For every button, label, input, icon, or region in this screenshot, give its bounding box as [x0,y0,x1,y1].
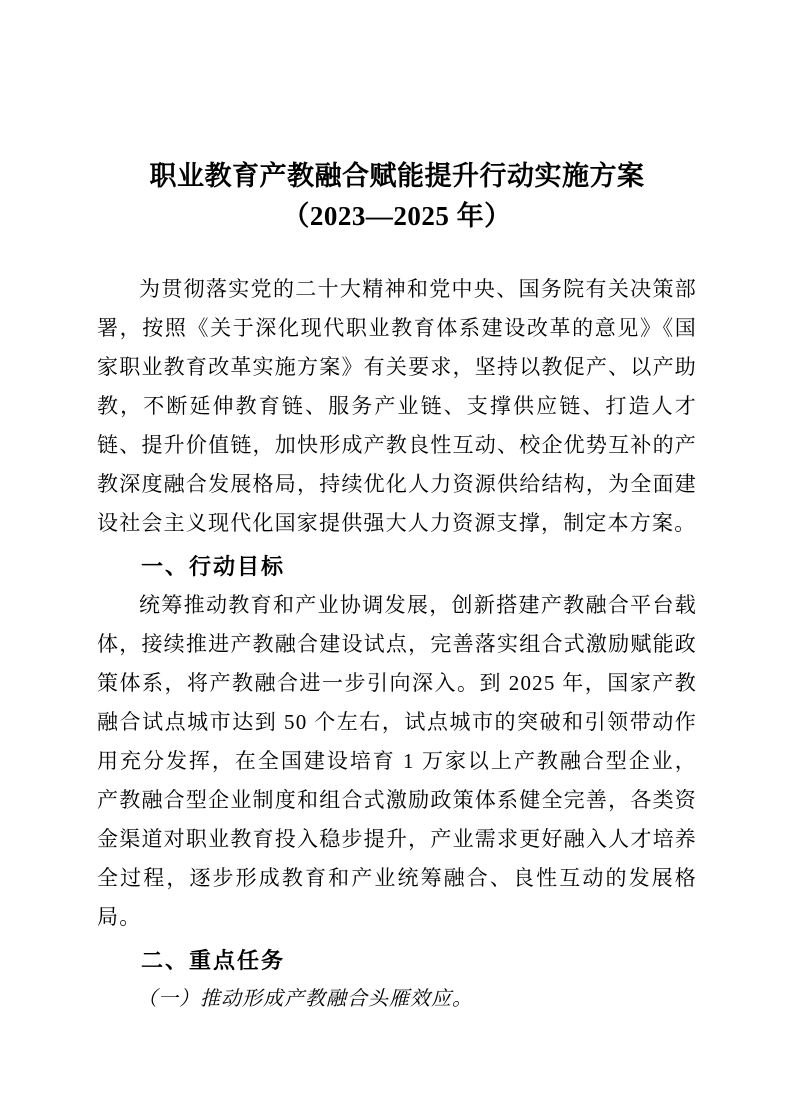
document-title-line-1: 职业教育产教融合赋能提升行动实施方案 [149,161,645,191]
document-title [97,0,697,236]
document-title-line-2: （2023—2025 年） [282,201,512,231]
section-heading-action-goals: 一、行动目标 [141,554,286,579]
subsection-heading-head-goose-effect: （一）推动形成产教融合头雁效应。 [137,988,473,1010]
paragraph-action-goals: 统筹推动教育和产业协调发展，创新搭建产教融合平台载体，接续推进产教融合建设试点，完善落实组合式激励赋能政策体系，将产教融合进一步引向深入。到 2025 年，国家产教融合试点城市达到 50 个左右，试点城市的突破和引领带动作用充分发挥，在全国建设培育 1 万家以上产教融合型企业，产教融合型企业制度和组合式激励政策体系健全完善，各类资金渠道对职业教育投入稳步提升，产业需求更好融入人才培养全过程，逐步形成教育和产业统筹融合、良性互动的发展格局。 [97,593,697,929]
section-heading-key-tasks: 二、重点任务 [141,948,286,973]
paragraph-preamble: 为贯彻落实党的二十大精神和党中央、国务院有关决策部署，按照《关于深化现代职业教育体系建设改革的意见》《国家职业教育改革实施方案》有关要求，坚持以教促产、以产助教，不断延伸教育链、服务产业链、支撑供应链、打造人才链、提升价值链，加快形成产教良性互动、校企优势互补的产教深度融合发展格局，持续优化人力资源供给结构，为全面建设社会主义现代化国家提供强大人力资源支撑，制定本方案。 [97,277,697,535]
